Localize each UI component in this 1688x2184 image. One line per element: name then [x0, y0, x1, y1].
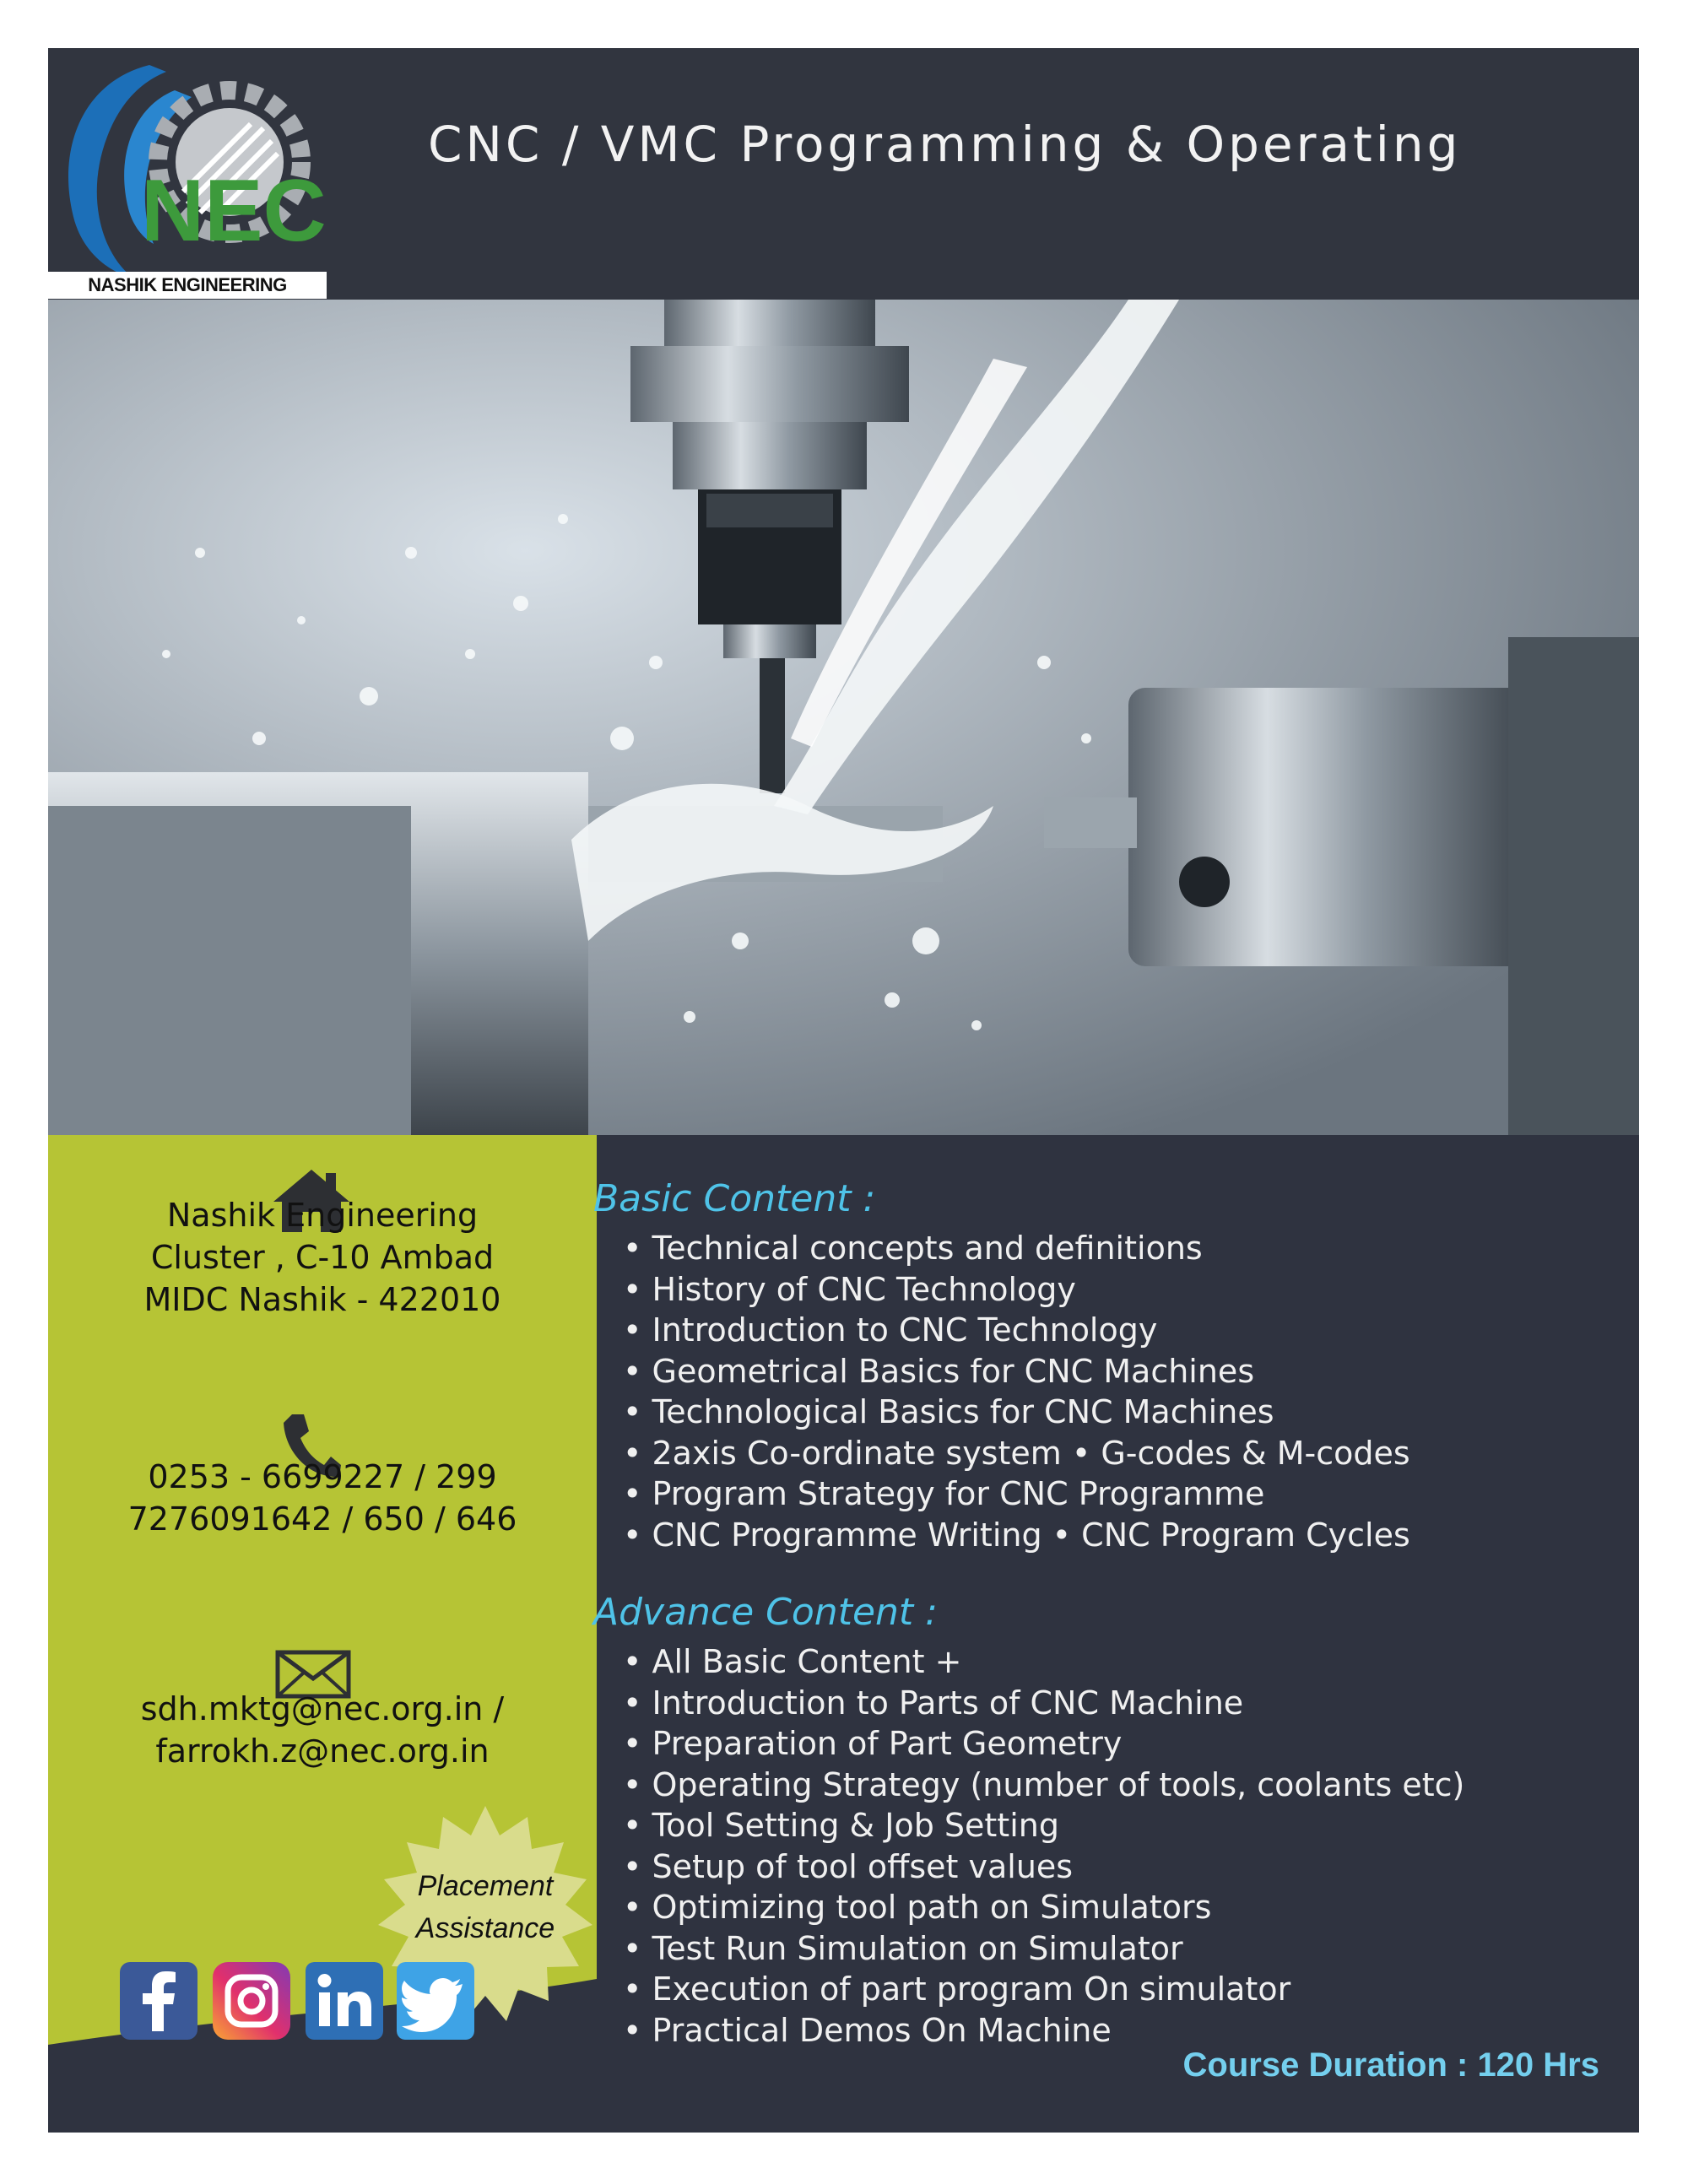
instagram-icon[interactable] — [213, 1962, 290, 2040]
list-item: • All Basic Content + — [623, 1641, 1464, 1683]
badge-line-2: Assistance — [415, 1912, 555, 1944]
header-bar — [48, 48, 1639, 300]
phone-line-1[interactable]: 0253 - 6699227 / 299 — [148, 1458, 497, 1495]
list-item: • Introduction to CNC Technology — [623, 1310, 1410, 1351]
twitter-icon[interactable] — [397, 1962, 474, 2040]
list-item: • Geometrical Basics for CNC Machines — [623, 1351, 1410, 1392]
cnc-machining-photo — [48, 300, 1639, 1135]
address — [48, 1194, 597, 1321]
list-item: • Tool Setting & Job Setting — [623, 1805, 1464, 1846]
address-line-2: Cluster , C-10 Ambad — [150, 1239, 495, 1276]
badge-line-1: Placement — [417, 1870, 554, 1902]
list-item: • History of CNC Technology — [623, 1269, 1410, 1311]
email-line-1[interactable]: sdh.mktg@nec.org.in / — [140, 1690, 505, 1727]
linkedin-icon[interactable] — [306, 1962, 383, 2040]
phone-line-2[interactable]: 7276091642 / 650 / 646 — [127, 1500, 517, 1538]
list-item: • Setup of tool offset values — [623, 1846, 1464, 1888]
list-item: • Practical Demos On Machine — [623, 2010, 1464, 2052]
advance-content-title: Advance Content : — [593, 1591, 938, 1634]
advance-content-list — [623, 1641, 1464, 2051]
list-item: • Program Strategy for CNC Programme — [623, 1473, 1410, 1515]
facebook-icon[interactable] — [120, 1962, 197, 2040]
email-addresses — [48, 1688, 597, 1772]
list-item: • Preparation of Part Geometry — [623, 1723, 1464, 1765]
basic-content-list — [623, 1228, 1410, 1555]
placement-badge-text — [371, 1865, 599, 1949]
phone-numbers — [48, 1456, 597, 1540]
basic-content-title: Basic Content : — [593, 1177, 876, 1220]
email-line-2[interactable]: farrokh.z@nec.org.in — [155, 1733, 490, 1770]
nec-logo — [48, 57, 327, 301]
list-item: • Test Run Simulation on Simulator — [623, 1928, 1464, 1970]
logo-caption: NASHIK ENGINEERING — [48, 272, 327, 299]
page-title: CNC / VMC Programming & Operating — [428, 116, 1462, 173]
course-duration: Course Duration : 120 Hrs — [1182, 2046, 1599, 2084]
cnc-illustration — [48, 300, 1639, 1135]
address-line-1: Nashik Engineering — [166, 1197, 479, 1234]
list-item: • Technical concepts and definitions — [623, 1228, 1410, 1269]
list-item: • Execution of part program On simulator — [623, 1969, 1464, 2010]
list-item: • Introduction to Parts of CNC Machine — [623, 1683, 1464, 1724]
list-item: • Optimizing tool path on Simulators — [623, 1887, 1464, 1928]
list-item: • CNC Programme Writing • CNC Program Cycles — [623, 1515, 1410, 1556]
svg-text:NEC: NEC — [141, 162, 327, 260]
list-item: • Technological Basics for CNC Machines — [623, 1392, 1410, 1433]
list-item: • Operating Strategy (number of tools, coolants etc) — [623, 1765, 1464, 1806]
address-line-3: MIDC Nashik - 422010 — [143, 1281, 501, 1318]
list-item: • 2axis Co-ordinate system • G-codes & M-codes — [623, 1433, 1410, 1474]
